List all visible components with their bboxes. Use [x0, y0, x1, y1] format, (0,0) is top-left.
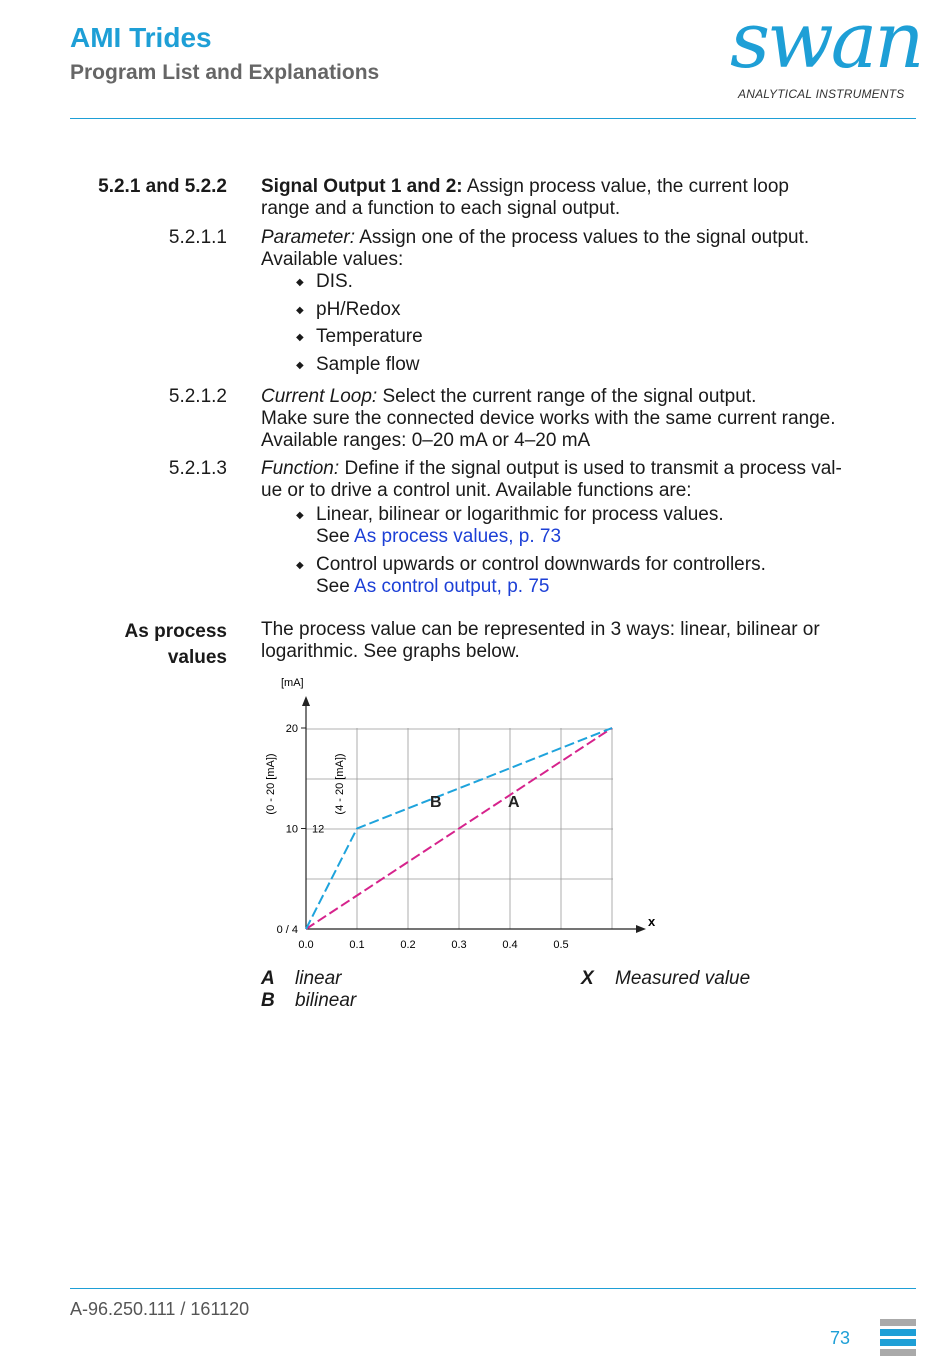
- section-5-2-1-2-text: [261, 386, 921, 452]
- list-item: ◆ DIS.: [296, 271, 916, 293]
- x-axis-arrow: [636, 925, 646, 933]
- section-5-2-1-1-text: [261, 227, 921, 271]
- list-item: [296, 554, 916, 598]
- current-loop-text-2: Make sure the connected device works with the same current range.: [261, 408, 836, 429]
- y-tick-label: 12: [312, 823, 325, 836]
- process-values-line-1: The process value can be represented in 3 ways: linear, bilinear or: [261, 619, 820, 640]
- x-tick-label: 0.2: [400, 939, 416, 951]
- function-text-2: ue or to drive a control unit. Available functions are:: [261, 480, 692, 501]
- heading-line-1: As process: [124, 621, 227, 642]
- parameter-text: Assign one of the process values to the signal output.: [359, 227, 810, 248]
- legend-key: X: [581, 968, 594, 989]
- page-bar: [880, 1339, 916, 1346]
- series-label-b: B: [430, 794, 442, 811]
- heading-line-2: values: [167, 647, 227, 668]
- section-number-5-2-1-2: 5.2.1.2: [168, 386, 227, 407]
- list-item: ◆ Sample flow: [296, 354, 916, 376]
- see-text: See: [316, 576, 350, 597]
- footer-divider: [70, 1288, 916, 1289]
- logo-tagline: ANALYTICAL INSTRUMENTS: [738, 87, 905, 101]
- legend-item-x: [581, 968, 750, 990]
- process-values-line-2: logarithmic. See graphs below.: [261, 641, 520, 662]
- section-5-2-1-3-text: [261, 458, 921, 502]
- chart-ticks: [277, 723, 569, 951]
- section-text: Assign process value, the current loop: [466, 176, 789, 197]
- function-text: Define if the signal output is used to transmit a process val-: [344, 458, 842, 479]
- page-bar: [880, 1349, 916, 1356]
- y-range-label-0-20: (0 - 20 [mA]): [265, 753, 277, 815]
- y-tick-label: 10: [285, 823, 298, 836]
- section-number-5-2-1-1: 5.2.1.1: [168, 227, 227, 248]
- list-item: ◆ pH/Redox: [296, 299, 916, 321]
- legend-item-b: [261, 990, 356, 1012]
- x-tick-label: 0.4: [502, 939, 518, 951]
- y-tick-label: 20: [285, 723, 298, 735]
- y-range-label-4-20: (4 - 20 [mA]): [334, 753, 346, 815]
- section-number-5-2-1-3: 5.2.1.3: [168, 458, 227, 479]
- logo-wordmark: swan: [730, 0, 922, 86]
- function-label: Function:: [261, 458, 340, 479]
- function-list: [296, 504, 916, 598]
- y-axis-label: [mA]: [281, 677, 304, 689]
- parameter-text-2: Available values:: [261, 249, 404, 270]
- legend-key: B: [261, 990, 275, 1011]
- x-tick-label: 0.3: [451, 939, 467, 951]
- y-axis-arrow: [302, 696, 310, 706]
- page-bar: [880, 1319, 916, 1326]
- legend-text: bilinear: [295, 990, 357, 1011]
- function-item-text: Control upwards or control downwards for controllers.: [316, 554, 766, 575]
- control-output-link[interactable]: As control output, p. 75: [354, 576, 550, 597]
- legend-key: A: [261, 968, 275, 989]
- see-text: See: [316, 526, 350, 547]
- list-item: ◆ Temperature: [296, 326, 916, 348]
- legend-text: linear: [295, 968, 342, 989]
- x-tick-label: 0.5: [553, 939, 569, 951]
- current-loop-text-3: Available ranges: 0–20 mA or 4–20 mA: [261, 430, 591, 451]
- process-values-link[interactable]: As process values, p. 73: [354, 526, 562, 547]
- output-curve-chart: [258, 672, 658, 962]
- legend-item-a: [261, 968, 341, 990]
- process-values-heading: [70, 619, 227, 671]
- section-text-2: range and a function to each signal output.: [261, 198, 621, 219]
- x-tick-label: 0.1: [349, 939, 365, 951]
- swan-logo: [730, 0, 922, 104]
- page-marker-bars: [880, 1319, 916, 1359]
- x-axis-label: x: [648, 914, 656, 929]
- process-values-text: [261, 619, 921, 663]
- section-5-2-1-text: [261, 176, 921, 220]
- function-item-text: Linear, bilinear or logarithmic for process values.: [316, 504, 724, 525]
- current-loop-label: Current Loop:: [261, 386, 378, 407]
- series-label-a: A: [508, 794, 520, 811]
- page-bar: [880, 1329, 916, 1336]
- parameter-values-list: [296, 271, 916, 376]
- document-title: AMI Trides: [70, 22, 212, 53]
- document-subtitle: Program List and Explanations: [70, 61, 380, 84]
- parameter-label: Parameter:: [261, 227, 355, 248]
- y-tick-label: 0 / 4: [276, 924, 298, 936]
- header-divider: [70, 118, 916, 119]
- document-number: A-96.250.111 / 161120: [70, 1299, 250, 1319]
- list-item: [296, 504, 916, 548]
- section-number-5-2-1: 5.2.1 and 5.2.2: [98, 176, 227, 197]
- section-title: Signal Output 1 and 2:: [261, 176, 463, 197]
- page-number: 73: [830, 1328, 851, 1348]
- x-tick-label: 0.0: [298, 939, 314, 951]
- current-loop-text: Select the current range of the signal output.: [382, 386, 757, 407]
- legend-text: Measured value: [615, 968, 751, 989]
